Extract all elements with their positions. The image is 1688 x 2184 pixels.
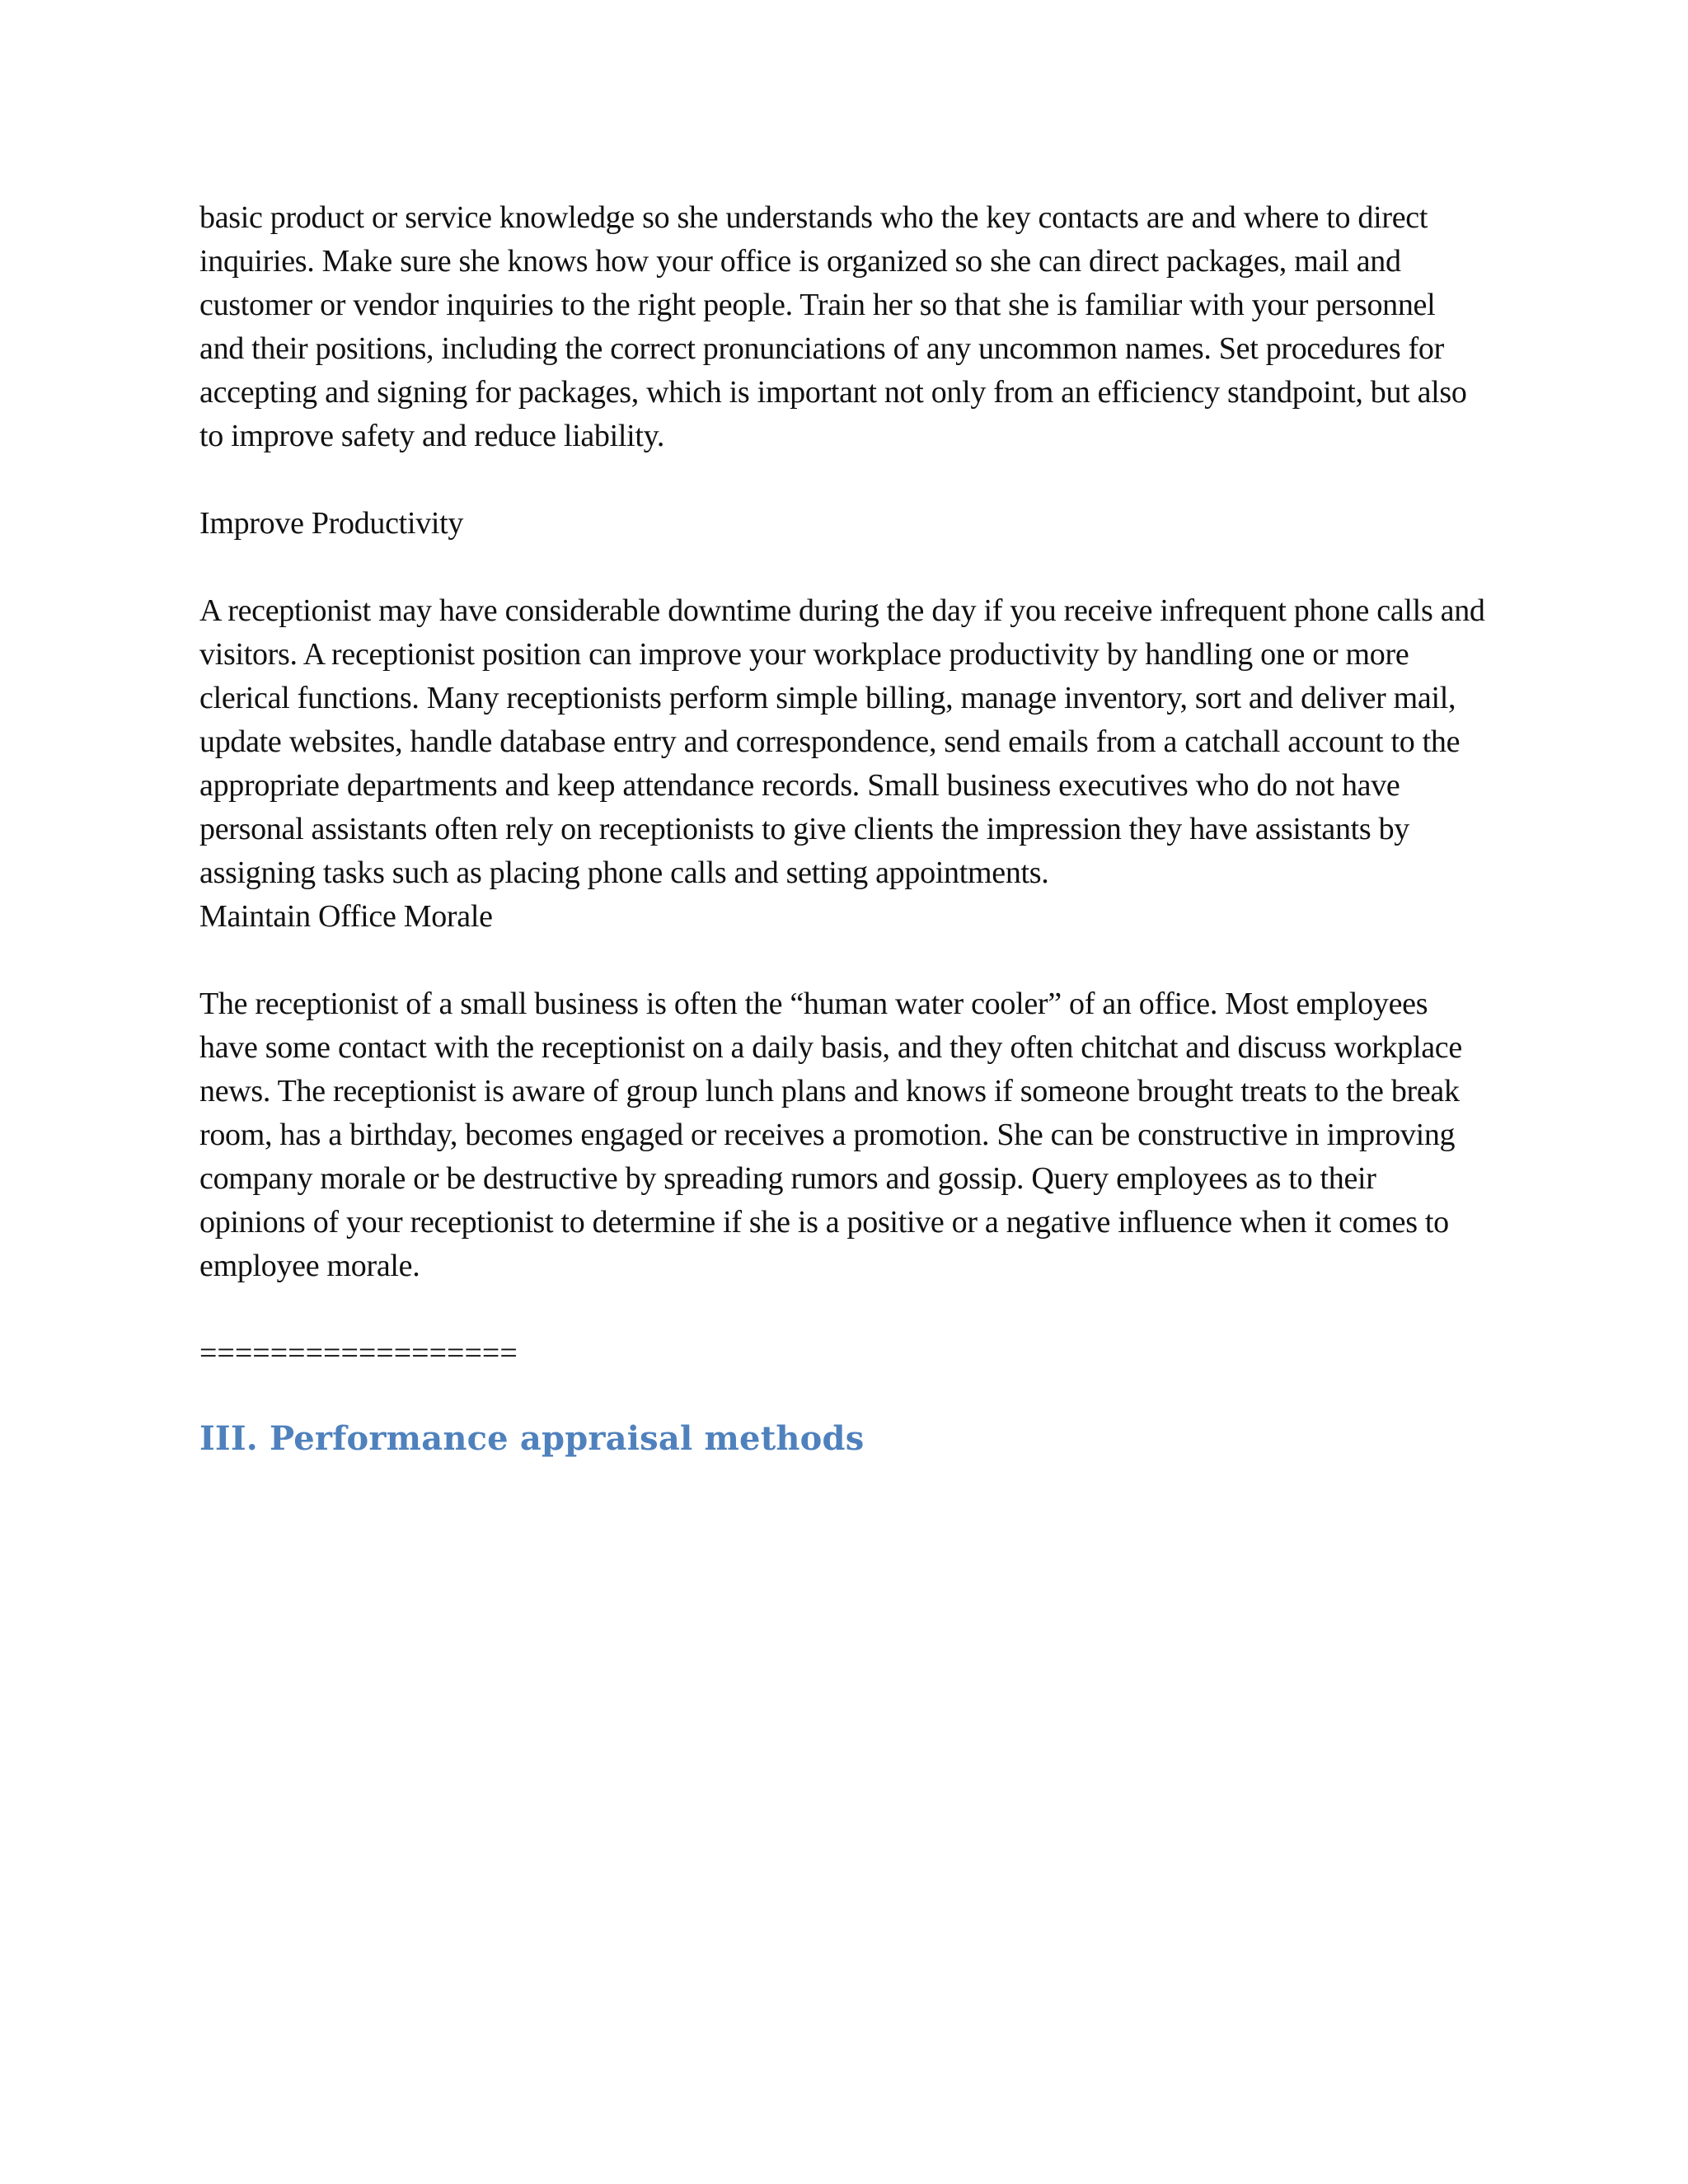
paragraph-spacer: [199, 1376, 1487, 1415]
document-body: [199, 196, 1487, 1463]
morale-paragraph: The receptionist of a small business is often the “human water cooler” of an office. Most employees have some contact with the receptionist on a daily basis, and they often chitchat and discuss workplace news. The receptionist is aware of group lunch plans and knows if someone brought treats to the break room, has a birthday, becomes engaged or receives a promotion. She can be constructive in improving company morale or be destructive by spreading rumors and gossip. Query employees as to their opinions of your receptionist to determine if she is a positive or a negative influence when it comes to employee morale.: [199, 987, 1462, 1283]
intro-paragraph: basic product or service knowledge so she understands who the key contacts are and where to direct inquiries. Make sure she knows how your office is organized so she can direct packages, mail and customer or vendor inquiries to the right people. Train her so that she is familiar with your personnel and their positions, including the correct pronunciations of any uncommon names. Set procedures for accepting and signing for packages, which is important not only from an efficiency standpoint, but also to improve safety and reduce liability.: [199, 200, 1467, 453]
paragraph-spacer: [199, 546, 1487, 589]
section-heading: III. Performance appraisal methods: [199, 1419, 865, 1458]
paragraph-spacer: [199, 939, 1487, 982]
productivity-heading: Improve Productivity: [199, 506, 464, 541]
separator-line: ==================: [199, 1336, 518, 1371]
morale-heading: Maintain Office Morale: [199, 899, 493, 934]
paragraph-spacer: [199, 1288, 1487, 1332]
paragraph-spacer: [199, 458, 1487, 502]
productivity-paragraph: A receptionist may have considerable downtime during the day if you receive infrequent phone calls and visitors. A receptionist position can improve your workplace productivity by handling one or more clerical functions. Many receptionists perform simple billing, manage inventory, sort and deliver mail, update websites, handle database entry and correspondence, send emails from a catchall account to the appropriate departments and keep attendance records. Small business executives who do not have personal assistants often rely on receptionists to give clients the impression they have assistants by assigning tasks such as placing phone calls and setting appointments.: [199, 593, 1485, 890]
